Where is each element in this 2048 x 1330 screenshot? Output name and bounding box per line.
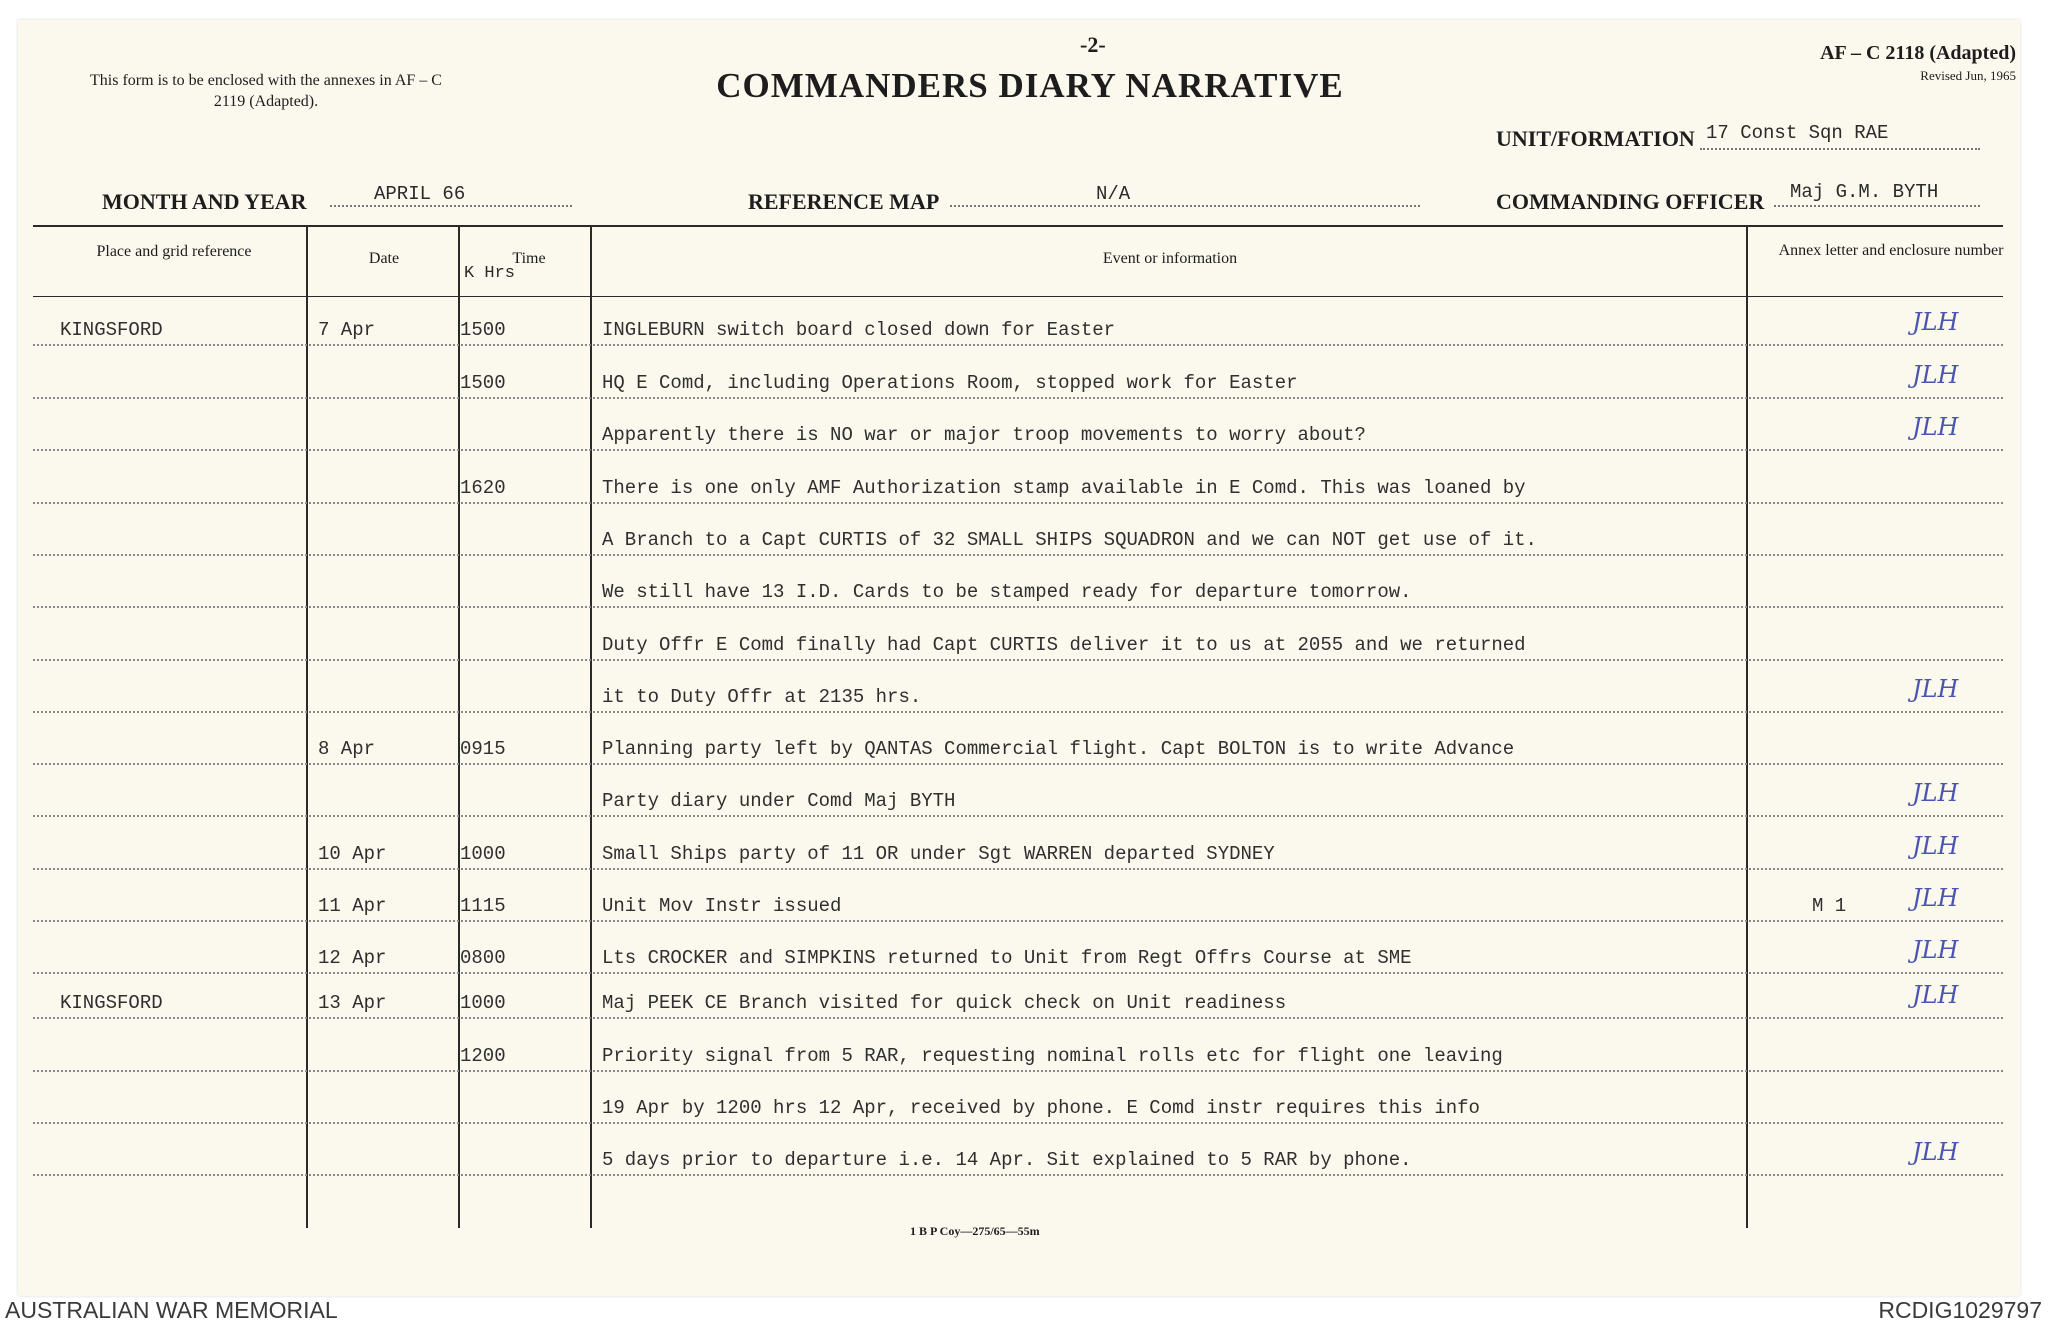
form-number: AF – C 2118 (Adapted): [1820, 42, 2016, 64]
row-event: Lts CROCKER and SIMPKINS returned to Unit from Regt Offrs Course at SME: [602, 947, 1412, 969]
unit-label: UNIT/FORMATION: [1496, 126, 1695, 151]
row-event: Priority signal from 5 RAR, requesting nominal rolls etc for flight one leaving: [602, 1045, 1503, 1067]
row-time: 1620: [460, 477, 506, 499]
table-header-rule: [33, 296, 2003, 297]
row-time: 1115: [460, 895, 506, 917]
row-event: There is one only AMF Authorization stamp available in E Comd. This was loaned by: [602, 477, 1526, 499]
row-initials: JLH: [1912, 981, 1959, 1009]
row-event: it to Duty Offr at 2135 hrs.: [602, 686, 922, 708]
row-event: INGLEBURN switch board closed down for Easter: [602, 319, 1116, 341]
row-time: 1500: [460, 319, 506, 341]
row-date: 11 Apr: [318, 895, 387, 917]
row-initials: JLH: [1912, 413, 1959, 441]
month-label: MONTH AND YEAR: [102, 189, 307, 214]
row-event: 5 days prior to departure i.e. 14 Apr. Sit explained to 5 RAR by phone.: [602, 1149, 1412, 1171]
col-header-time: Time: [512, 250, 546, 267]
enclosure-note: This form is to be enclosed with the annexes in AF – C 2119 (Adapted).: [90, 72, 442, 110]
row-initials: JLH: [1912, 832, 1959, 860]
row-dotted-line: [33, 1017, 2003, 1019]
row-dotted-line: [33, 1122, 2003, 1124]
row-event: HQ E Comd, including Operations Room, stopped work for Easter: [602, 372, 1298, 394]
row-initials: JLH: [1912, 1138, 1959, 1166]
row-dotted-line: [33, 1174, 2003, 1176]
footer-right: RCDIG1029797: [1878, 1297, 2042, 1323]
row-dotted-line: [33, 554, 2003, 556]
row-event: Unit Mov Instr issued: [602, 895, 842, 917]
co-value: Maj G.M. BYTH: [1790, 181, 1939, 203]
row-dotted-line: [33, 449, 2003, 451]
row-time: 0915: [460, 738, 506, 760]
col-divider-event: [590, 225, 592, 1228]
row-date: 10 Apr: [318, 843, 387, 865]
page-number: -2-: [1080, 32, 1106, 57]
footer-left: AUSTRALIAN WAR MEMORIAL: [5, 1297, 338, 1323]
row-time: 1000: [460, 992, 506, 1014]
row-time: 1500: [460, 372, 506, 394]
row-dotted-line: [33, 397, 2003, 399]
row-time: 0800: [460, 947, 506, 969]
row-event: A Branch to a Capt CURTIS of 32 SMALL SHIPS SQUADRON and we can NOT get use of it.: [602, 529, 1537, 551]
co-dotted-line: [1774, 205, 1980, 207]
revised-date: Revised Jun, 1965: [1920, 68, 2016, 83]
row-event: Maj PEEK CE Branch visited for quick check on Unit readiness: [602, 992, 1287, 1014]
month-dotted-line: [330, 205, 572, 207]
col-divider-date: [306, 225, 308, 1228]
row-event: Small Ships party of 11 OR under Sgt WARREN departed SYDNEY: [602, 843, 1275, 865]
row-dotted-line: [33, 1070, 2003, 1072]
row-dotted-line: [33, 502, 2003, 504]
row-date: 13 Apr: [318, 992, 387, 1014]
row-dotted-line: [33, 972, 2003, 974]
row-time: 1200: [460, 1045, 506, 1067]
row-initials: JLH: [1912, 884, 1959, 912]
map-dotted-line: [950, 205, 1420, 207]
col-header-date: Date: [368, 250, 400, 267]
row-date: 7 Apr: [318, 319, 376, 341]
row-dotted-line: [33, 711, 2003, 713]
printer-mark: 1 B P Coy—275/65—55m: [910, 1224, 1040, 1238]
unit-dotted-line: [1700, 148, 1980, 150]
row-dotted-line: [33, 763, 2003, 765]
row-dotted-line: [33, 344, 2003, 346]
table-top-rule: [33, 225, 2003, 227]
row-event: We still have 13 I.D. Cards to be stamped ready for departure tomorrow.: [602, 581, 1412, 603]
map-label: REFERENCE MAP: [748, 189, 940, 214]
row-dotted-line: [33, 815, 2003, 817]
row-dotted-line: [33, 606, 2003, 608]
col-header-khrs: K Hrs: [464, 264, 516, 283]
row-date: 12 Apr: [318, 947, 387, 969]
row-annex: M 1: [1812, 895, 1847, 917]
col-divider-annex: [1746, 225, 1748, 1228]
row-event: Duty Offr E Comd finally had Capt CURTIS deliver it to us at 2055 and we returned: [602, 634, 1526, 656]
form-title: COMMANDERS DIARY NARRATIVE: [716, 66, 1344, 105]
col-header-event: Event or information: [1102, 250, 1238, 267]
row-place: KINGSFORD: [60, 319, 163, 341]
col-header-place: Place and grid reference: [96, 243, 252, 260]
row-time: 1000: [460, 843, 506, 865]
row-event: 19 Apr by 1200 hrs 12 Apr, received by phone. E Comd instr requires this info: [602, 1097, 1480, 1119]
row-event: Planning party left by QANTAS Commercial flight. Capt BOLTON is to write Advance: [602, 738, 1515, 760]
row-initials: JLH: [1912, 308, 1959, 336]
row-dotted-line: [33, 659, 2003, 661]
row-event: Apparently there is NO war or major troop movements to worry about?: [602, 424, 1366, 446]
row-initials: JLH: [1912, 361, 1959, 389]
row-event: Party diary under Comd Maj BYTH: [602, 790, 956, 812]
row-initials: JLH: [1912, 779, 1959, 807]
month-value: APRIL 66: [374, 183, 466, 205]
co-label: COMMANDING OFFICER: [1496, 189, 1765, 214]
row-place: KINGSFORD: [60, 992, 163, 1014]
row-initials: JLH: [1912, 936, 1959, 964]
row-dotted-line: [33, 920, 2003, 922]
row-date: 8 Apr: [318, 738, 376, 760]
unit-value: 17 Const Sqn RAE: [1706, 122, 1889, 144]
map-value: N/A: [1096, 183, 1131, 205]
col-header-annex: Annex letter and enclosure number: [1778, 242, 2004, 259]
row-dotted-line: [33, 868, 2003, 870]
row-initials: JLH: [1912, 675, 1959, 703]
